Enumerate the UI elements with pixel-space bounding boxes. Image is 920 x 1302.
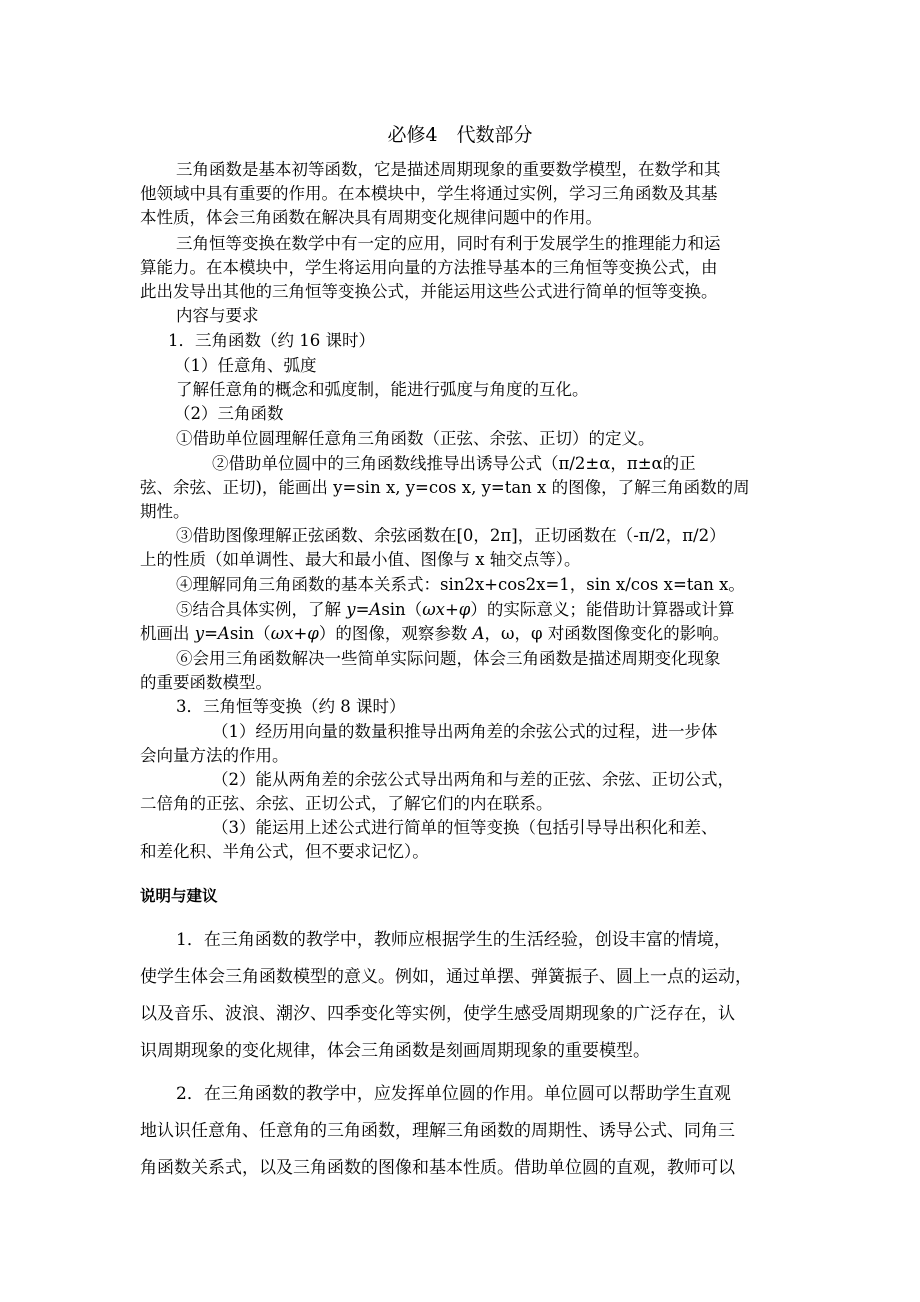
section1-sub1-heading: （1）任意角、弧度 <box>174 356 317 375</box>
item-2-line1: ②借助单位圆中的三角函数线推导出诱导公式（π/2±α，π±α的正 <box>212 454 696 473</box>
formula-arg: ωx+φ <box>422 600 471 619</box>
item-5-text-c: 机画出 <box>140 624 195 643</box>
section3-p3-line1: （3）能运用上述公式进行简单的恒等变换（包括引导导出积化和差、 <box>212 818 718 837</box>
section1-heading: 1．三角函数（约 16 课时） <box>168 331 375 350</box>
item-5-line2 <box>140 622 780 646</box>
item-3-line2: 上的性质（如单调性、最大和最小值、图像与 x 轴交点等）。 <box>140 550 581 569</box>
formula2-sin: sin（ <box>229 624 271 643</box>
item-5-text-a: ⑤结合具体实例，了解 <box>176 600 347 619</box>
item-5-text-b: 的实际意义；能借助计算器或计算 <box>486 600 735 619</box>
item-5-text-e: ，ω，φ 对函数图像变化的影响。 <box>484 624 730 643</box>
intro-p2-line3: 此出发导出其他的三角恒等变换公式，并能运用这些公式进行简单的恒等变换。 <box>140 282 718 301</box>
page-title: 必修4 代数部分 <box>387 124 533 146</box>
item-2-line3: 期性。 <box>140 502 190 521</box>
item-5-line1 <box>176 598 786 622</box>
intro-p2-line2: 算能力。在本模块中，学生将运用向量的方法推导基本的三角恒等变换公式，由 <box>140 258 718 277</box>
item-2-line2: 弦、余弦、正切)，能画出 y=sin x, y=cos x, y=tan x 的图像，了解三角函数的周 <box>140 478 750 497</box>
intro-p1-line3: 本性质，体会三角函数在解决具有周期变化规律问题中的作用。 <box>140 208 602 227</box>
section3-p1-line2: 会向量方法的作用。 <box>140 746 289 765</box>
formula-close: ） <box>470 600 487 619</box>
item-6-line2: 的重要函数模型。 <box>140 673 272 692</box>
section3-p2-line2: 二倍角的正弦、余弦、正切公式，了解它们的内在联系。 <box>140 794 553 813</box>
note-1-line2: 使学生体会三角函数模型的意义。例如，通过单摆、弹簧振子、圆上一点的运动， <box>140 967 752 987</box>
section3-heading: 3．三角恒等变换（约 8 课时） <box>176 697 406 716</box>
section1-sub2-heading: （2）三角函数 <box>174 404 284 423</box>
section1-sub1-text: 了解任意角的概念和弧度制，能进行弧度与角度的互化。 <box>176 380 589 399</box>
intro-p1-line2: 他领域中具有重要的作用。在本模块中，学生将通过实例，学习三角函数及其基 <box>140 184 718 203</box>
intro-p1-line1: 三角函数是基本初等函数，它是描述周期现象的重要数学模型，在数学和其 <box>176 160 721 179</box>
content-heading: 内容与要求 <box>176 306 259 325</box>
section3-p2-line1: （2）能从两角差的余弦公式导出两角和与差的正弦、余弦、正切公式， <box>212 770 734 789</box>
item-1: ①借助单位圆理解任意角三角函数（正弦、余弦、正切）的定义。 <box>176 429 655 448</box>
item-4: ④理解同角三角函数的基本关系式：sin2x+cos2x=1，sin x/cos x=tan x。 <box>176 575 745 594</box>
note-1-line4: 识周期现象的变化规律，体会三角函数是刻画周期现象的重要模型。 <box>140 1041 650 1061</box>
note-1-line3: 以及音乐、波浪、潮汐、四季变化等实例，使学生感受周期现象的广泛存在，认 <box>140 1004 735 1024</box>
section3-p1-line1: （1）经历用向量的数量积推导出两角差的余弦公式的过程，进一步体 <box>212 722 718 741</box>
note-1-line1: 1．在三角函数的教学中，教师应根据学生的生活经验，创设丰富的情境， <box>176 930 731 950</box>
note-2-line2: 地认识任意角、任意角的三角函数，理解三角函数的周期性、诱导公式、同角三 <box>140 1121 735 1141</box>
note-2-line3: 角函数关系式，以及三角函数的图像和基本性质。借助单位圆的直观，教师可以 <box>140 1158 735 1178</box>
formula-sin: sin（ <box>381 600 423 619</box>
param-A: A <box>472 624 485 643</box>
item-6-line1: ⑥会用三角函数解决一些简单实际问题，体会三角函数是描述周期变化现象 <box>176 649 721 668</box>
formula2-close: ） <box>318 624 336 643</box>
formula2-arg: ωx+φ <box>270 624 319 643</box>
formula2-yA: y=A <box>194 624 230 643</box>
intro-p2-line1: 三角恒等变换在数学中有一定的应用，同时有利于发展学生的推理能力和运 <box>176 234 721 253</box>
note-2-line1: 2．在三角函数的教学中，应发挥单位圆的作用。单位圆可以帮助学生直观 <box>176 1084 731 1104</box>
item-5-text-d: 的图像，观察参数 <box>335 624 473 643</box>
formula-yA: y=A <box>346 600 382 619</box>
section3-p3-line2: 和差化积、半角公式，但不要求记忆）。 <box>140 842 429 861</box>
notes-heading: 说明与建议 <box>140 887 218 905</box>
item-3-line1: ③借助图像理解正弦函数、余弦函数在[0，2π]，正切函数在（-π/2，π/2） <box>176 526 726 545</box>
